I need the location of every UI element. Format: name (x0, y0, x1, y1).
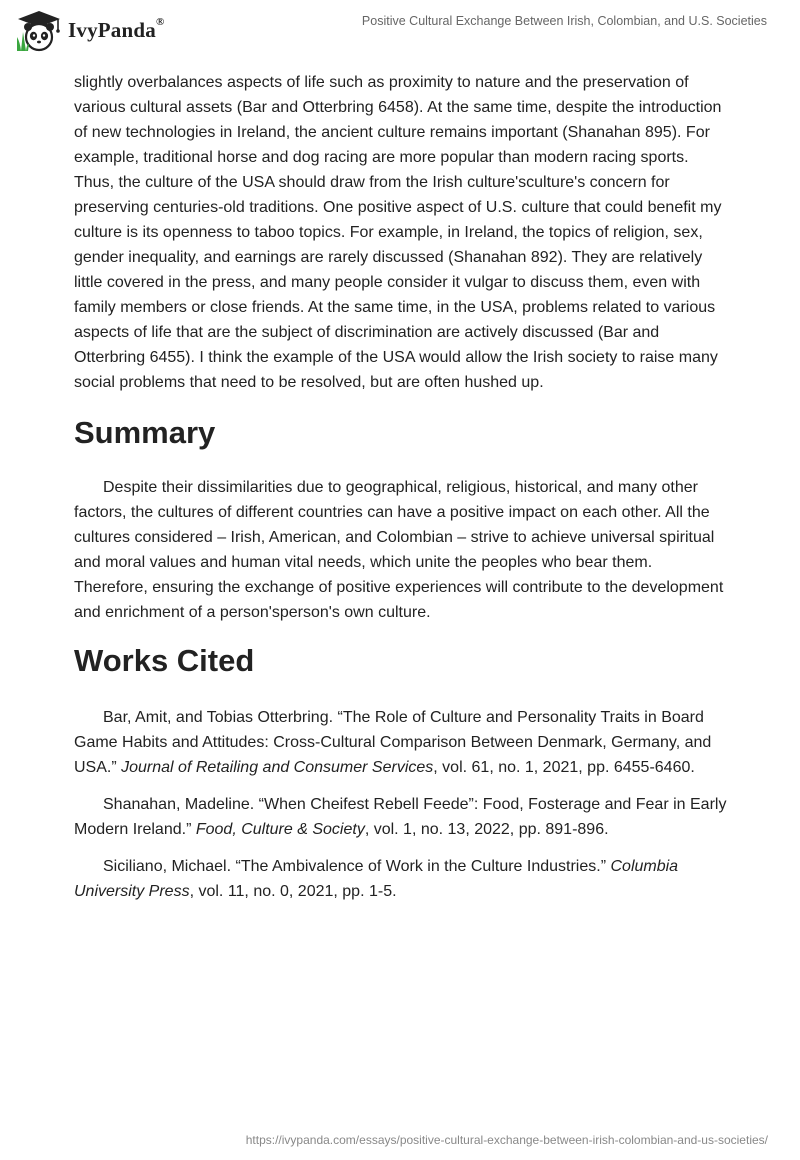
brand-name: IvyPanda® (68, 15, 165, 42)
reference-item: Siciliano, Michael. “The Ambivalence of Work in the Culture Industries.” Columbia University Press, vol. 11, no. 0, 2021, pp. 1-5. (74, 858, 679, 900)
ivypanda-logo[interactable] (14, 8, 164, 52)
summary-heading: Summary (74, 415, 216, 450)
reference-item: Bar, Amit, and Tobias Otterbring. “The Role of Culture and Personality Traits in Board Game Habits and Attitudes: Cross-Cultural Comparison Between Denmark, Germany, and USA.” Journal of Retailing and Consumer Services, vol. 61, no. 1, 2021, pp. 6455-6460. (74, 709, 712, 776)
source-url[interactable]: https://ivypanda.com/essays/positive-cultural-exchange-between-irish-colombian-and-us-societies/ (245, 1133, 768, 1147)
summary-paragraph: Despite their dissimilarities due to geographical, religious, historical, and many other factors, the cultures of different countries can have a positive impact on each other. All the cultures considered – Irish, American, and Colombian – strive to achieve universal spiritual and moral values and human vital needs, which unite the peoples who bear them. Therefore, ensuring the exchange of positive experiences will contribute to the development and enrichment of a person'sperson's own culture. (74, 479, 724, 621)
running-title: Positive Cultural Exchange Between Irish, Colombian, and U.S. Societies (361, 14, 767, 28)
page-header (0, 0, 800, 64)
reference-item: Shanahan, Madeline. “When Cheifest Rebell Feede”: Food, Fosterage and Fear in Early Modern Ireland.” Food, Culture & Society, vol. 1, no. 13, 2022, pp. 891-896. (74, 796, 727, 838)
continued-paragraph: slightly overbalances aspects of life such as proximity to nature and the preservation of various cultural assets (Bar and Otterbring 6458). At the same time, despite the introduction of new technologies in Ireland, the ancient culture remains important (Shanahan 895). For example, traditional horse and dog racing are more popular than modern racing sports. Thus, the culture of the USA should draw from the Irish culture'sculture's concern for preserving centuries-old traditions. One positive aspect of U.S. culture that could benefit my culture is its openness to taboo topics. For example, in Ireland, the topics of religion, sex, gender inequality, and earnings are rarely discussed (Shanahan 892). They are relatively little covered in the press, and many people consider it vulgar to discuss them, even with family members or close friends. At the same time, in the USA, problems related to various aspects of life that are the subject of discrimination are actively discussed (Bar and Otterbring 6455). I think the example of the USA would allow the Irish society to raise many social problems that need to be resolved, but are often hushed up. (74, 74, 722, 391)
essay-content (74, 70, 730, 904)
panda-graduate-icon (14, 8, 64, 52)
works-cited-heading: Works Cited (74, 643, 255, 678)
